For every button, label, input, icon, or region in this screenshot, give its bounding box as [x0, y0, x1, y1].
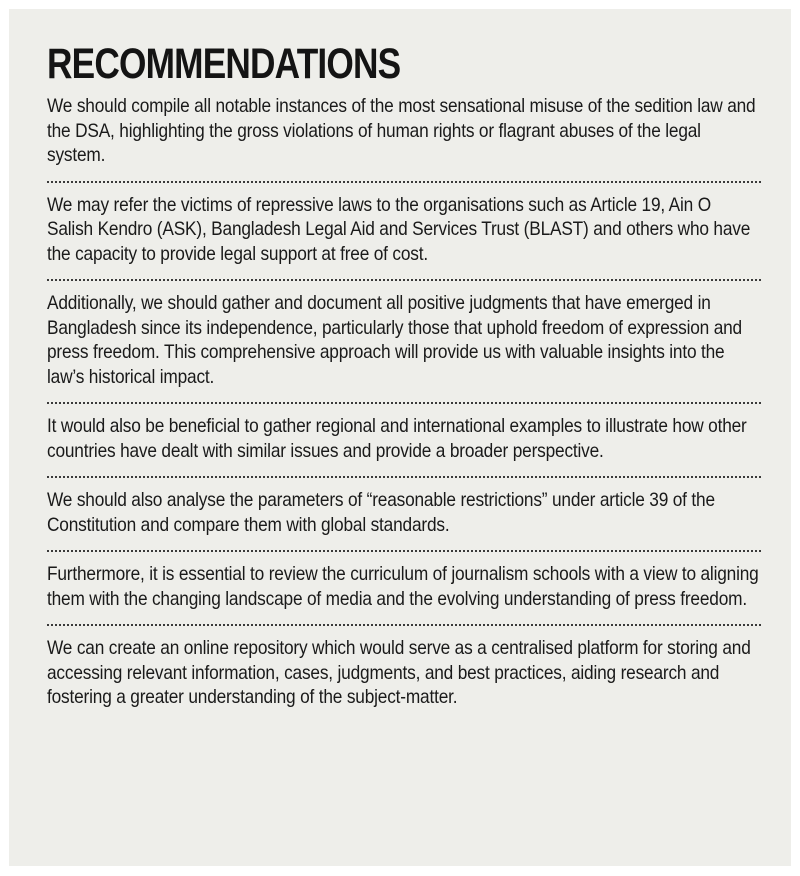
recommendation-item — [47, 194, 761, 282]
section-title: RECOMMENDATIONS — [47, 40, 401, 88]
recommendation-text: We should also analyse the parameters of “reasonable restrictions” under article 39 of the Constitution and compare them with global standards. — [47, 490, 715, 536]
recommendation-item — [47, 563, 761, 626]
recommendation-item — [47, 489, 761, 552]
recommendation-list — [47, 95, 761, 723]
recommendation-text: We should compile all notable instances of the most sensational misuse of the sedition law and the DSA, highlighting the gross violations of human rights or flagrant abuses of the legal system. — [47, 96, 756, 166]
recommendation-text: We can create an online repository which would serve as a centralised platform for storing and accessing relevant information, cases, judgments, and best practices, aiding research and fostering a greater understanding of the subject-matter. — [47, 638, 751, 708]
recommendation-item — [47, 415, 761, 478]
recommendations-box — [9, 9, 791, 866]
recommendation-item — [47, 95, 761, 183]
recommendation-text: It would also be beneficial to gather regional and international examples to illustrate how other countries have dealt with similar issues and provide a broader perspective. — [47, 416, 747, 462]
recommendation-text: We may refer the victims of repressive laws to the organisations such as Article 19, Ain O Salish Kendro (ASK), Bangladesh Legal Aid and Services Trust (BLAST) and others who have the capacity to provide legal support at free of cost. — [47, 194, 751, 265]
recommendation-item — [47, 637, 761, 723]
recommendation-text: Additionally, we should gather and document all positive judgments that have emerged in Bangladesh since its independence, particularly those that uphold freedom of expression and press freedom. This comprehensive approach will provide us with valuable insights into the law’s historical impact. — [47, 293, 742, 388]
recommendation-text: Furthermore, it is essential to review the curriculum of journalism schools with a view to aligning them with the changing landscape of media and the evolving understanding of press freedom. — [47, 564, 759, 610]
recommendation-item — [47, 292, 761, 404]
